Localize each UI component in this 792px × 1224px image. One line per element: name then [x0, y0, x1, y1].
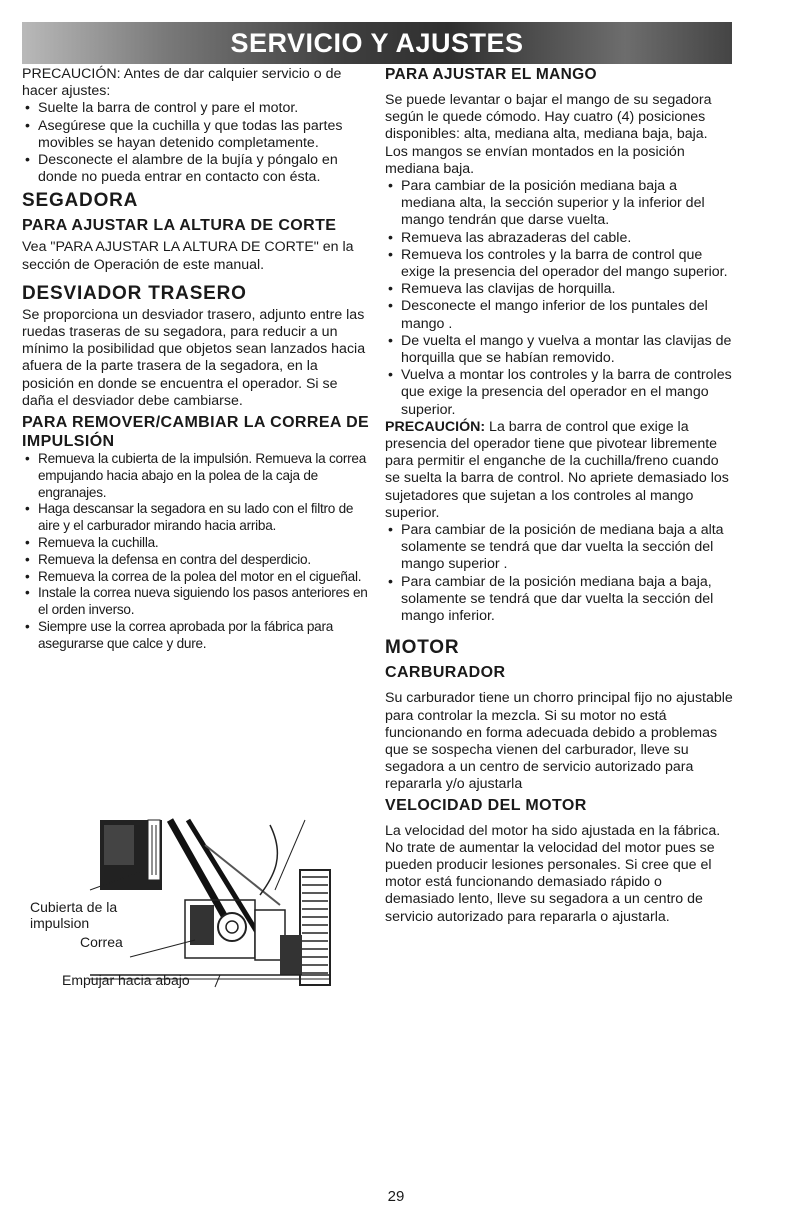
section-banner [22, 22, 732, 64]
velocidad-text: La velocidad del motor ha sido ajustada en la fábrica. No trate de aumentar la velocidad del motor pues se pueden producir lesiones personales. Si cree que el motor está funcionando demasiado rápido o demasiado lento, lleve su segadora a un centro de servicio autorizado para repararla o ajustarla. [385, 822, 721, 925]
carburador-text: Su carburador tiene un chorro principal fijo no ajustable para controlar la mezcla. Si su motor no está funcionando en forma adecuada debido a problemas que se sospecha vienen del carburador, lleve su segadora a un centro de servicio autorizado para repararla y/o ajustarla [385, 690, 733, 793]
precaucion-label: PRECAUCIÓN: [385, 418, 486, 435]
list-item: • Remueva la defensa en contra del desperdicio. [22, 552, 372, 569]
list-item: • Para cambiar de la posición de mediana baja a alta solamente se tendrá que dar vuelta la sección del mango superior . [385, 522, 733, 574]
altura-heading: PARA AJUSTAR LA ALTURA DE CORTE [22, 217, 337, 235]
list-item: • Instale la correa nueva siguiendo los pasos anteriores en el orden inverso. [22, 585, 372, 619]
list-item: • Remueva la cuchilla. [22, 535, 372, 552]
right-column [385, 66, 733, 926]
list-item: • Desconecte el mango inferior de los puntales del mango . [385, 298, 733, 332]
list-item: • Remueva las abrazaderas del cable. [385, 230, 733, 247]
wheel-shape [300, 870, 330, 985]
left-column [22, 66, 372, 653]
section-title: SERVICIO Y AJUSTES [230, 27, 524, 58]
list-item: • Desconecte el alambre de la bujía y póngalo en donde no pueda entrar en contacto con ésta. [22, 152, 372, 186]
list-item: • Para cambiar de la posición mediana baja a baja, solamente se tendrá que dar vuelta la sección del mango inferior. [385, 574, 733, 626]
mango-heading: PARA AJUSTAR EL MANGO [385, 66, 597, 83]
mango-bullet-list [385, 178, 733, 419]
list-item: • Remueva los controles y la barra de control que exige la presencia del operador del mango superior. [385, 247, 733, 281]
list-item: • Haga descansar la segadora en su lado con el filtro de aire y el carburador mirando hacia arriba. [22, 501, 372, 535]
figure-label-cover-line-1: Cubierta de la [30, 899, 118, 915]
list-item: • Suelte la barra de control y pare el motor. [22, 100, 372, 117]
page-number: 29 [387, 1188, 405, 1205]
carburador-heading: CARBURADOR [385, 664, 506, 682]
list-item: • Remueva la correa de la polea del motor en el cigueñal. [22, 569, 372, 586]
correa-heading-line-1: PARA REMOVER/CAMBIAR LA CORREA DE [22, 414, 370, 432]
figure-label-push: Empujar hacia abajo [62, 972, 190, 988]
figure-label-cover [30, 899, 117, 931]
desviador-heading: DESVIADOR TRASERO [22, 282, 247, 304]
list-item: • Siempre use la correa aprobada por la fábrica para asegurarse que calce y dure. [22, 619, 372, 653]
motor-heading: MOTOR [385, 637, 460, 659]
segadora-heading: SEGADORA [22, 190, 139, 212]
list-item: • Asegúrese que la cuchilla y que todas las partes movibles se hayan detenido completamente. [22, 118, 372, 152]
list-item: • Remueva las clavijas de horquilla. [385, 281, 733, 298]
figure-label-cover-line-2: impulsion [30, 915, 90, 931]
altura-text: Vea "PARA AJUSTAR LA ALTURA DE CORTE" en la sección de Operación de este manual. [22, 239, 354, 273]
desviador-text: Se proporciona un desviador trasero, adjunto entre las ruedas traseras de su segadora, para reducir a un mínimo la posibilidad que objetos sean lanzados hacia afuera de la parte trasera de la segadora, en la posición en donde se encuentra el operador. Si se daña el desviador debe cambiarse. [22, 306, 366, 409]
precaucion-text: La barra de control que exige la presencia del operador tiene que pivotear libremente para permitir el enganche de la cuchilla/freno cuando se suelta la barra de control. No apriete demasiado los sujetadores que sujetan a los controles al mango superior. [385, 418, 729, 521]
list-item: • Para cambiar de la posición mediana baja a mediana alta, la sección superior y la inferior del mango tendrán que darse vuelta. [385, 178, 733, 230]
list-item: • De vuelta el mango y vuelva a montar las clavijas de horquilla que se habían removido. [385, 333, 733, 367]
correa-heading-line-2: IMPULSIÓN [22, 433, 115, 451]
belt-removal-figure [30, 815, 340, 995]
correa-bullet-list [22, 451, 372, 653]
list-item: • Remueva la cubierta de la impulsión. Remueva la correa empujando hacia abajo en la polea de la caja de engranajes. [22, 451, 372, 501]
velocidad-heading: VELOCIDAD DEL MOTOR [385, 796, 587, 814]
mango-text: Se puede levantar o bajar el mango de su segadora según le quede cómodo. Hay cuatro (4) posiciones disponibles: alta, mediana alta, mediana baja, baja. Los mangos se envían montados en la posición mediana baja. [385, 92, 712, 177]
correa-heading [22, 413, 372, 451]
figure-label-belt: Correa [80, 934, 123, 950]
intro-bullet-list [22, 100, 372, 186]
precaucion-bullet-list [385, 522, 733, 625]
intro-warning: PRECAUCIÓN: Antes de dar calquier servicio o de hacer ajustes: [22, 66, 342, 100]
list-item: • Vuelva a montar los controles y la barra de controles que exige la presencia del operador en el mango superior. [385, 367, 733, 419]
precaucion-paragraph [385, 419, 733, 522]
